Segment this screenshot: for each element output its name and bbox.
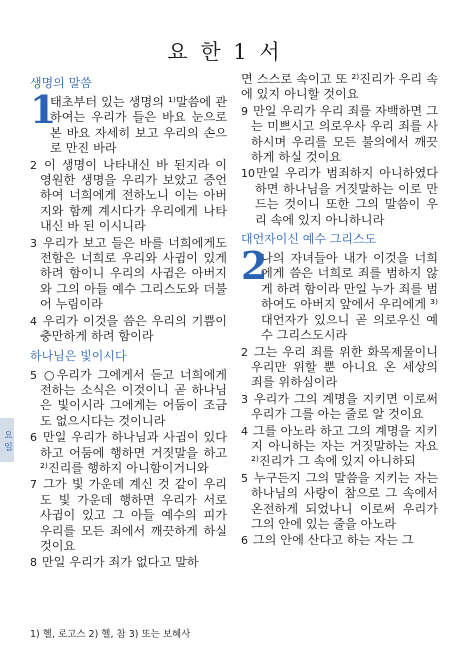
chapter-1-verse-7 (30, 477, 227, 554)
chapter-1-verse-2 (30, 158, 227, 235)
verse-text: 만일 우리가 범죄하지 아니하였다 하면 하나님을 거짓말하는 이로 만드는 것이니 또한 그의 말씀이 우리 속에 있지 아니하니라 (255, 166, 438, 227)
section-heading-advocate: 대언자이신 예수 그리스도 (241, 232, 377, 247)
chapter-2-verse-3 (241, 392, 438, 423)
book-side-tab: 요 일 (0, 418, 14, 462)
chapter-2-verse-1 (241, 243, 438, 343)
chapter-1-verse-5 (30, 368, 227, 430)
verse-number: 2 (30, 158, 37, 172)
chapter-2-verse-2 (241, 345, 438, 391)
verse-number: 7 (30, 478, 37, 492)
section-heading-word-of-life: 생명의 말씀 (30, 76, 92, 90)
chapter-1-verse-4 (30, 314, 227, 345)
chapter-1-verse-6 (30, 430, 227, 476)
chapter-number-2: 2 (241, 243, 268, 289)
verse-number: 5 (30, 368, 37, 382)
verse-text: 우리가 이것을 씀은 우리의 기쁨이 충만하게 하려 함이라 (40, 313, 228, 344)
verse-number: 3 (30, 236, 37, 250)
chapter-number-1: 1 (30, 87, 57, 132)
verse-number: 4 (241, 424, 248, 438)
verse-number: 2 (241, 345, 248, 359)
verse-text: 태초부터 있는 생명의 ¹⁾말씀에 관하여는 우리가 들은 바요 눈으로 본 바요 자세히 보고 우리의 손으로 만진 바라 (50, 95, 227, 156)
verse-text: 우리가 보고 들은 바를 너희에게도 전함은 너희로 우리와 사귐이 있게 하려 함이니 우리의 사귐은 아버지와 그의 아들 예수 그리스도와 더불어 누림이라 (40, 235, 228, 312)
chapter-2-verse-6 (241, 533, 438, 548)
verse-text: 그가 빛 가운데 계신 것 같이 우리도 빛 가운데 행하면 우리가 서로 사귐이 있고 그 아들 예수의 피가 우리를 모든 죄에서 깨끗하게 하실 것이요 (40, 477, 228, 553)
chapter-1-verse-3 (30, 236, 227, 313)
verse-number: 6 (241, 534, 248, 548)
chapter-2-verse-4 (241, 424, 438, 470)
verse-number: 3 (241, 392, 248, 406)
verse-text: 그를 아노라 하고 그의 계명을 지키지 아니하는 자는 거짓말하는 자요 ²⁾진리가 그 속에 있지 아니하되 (251, 423, 438, 469)
verse-number: 4 (30, 314, 37, 328)
chapter-1-verse-1 (30, 87, 227, 157)
chapter-1-verse-8 (30, 555, 227, 570)
verse-text: 그의 안에 산다고 하는 자는 그 (252, 533, 414, 548)
verse-text: 이 생명이 나타내신 바 된지라 이 영원한 생명을 우리가 보았고 증언하여 너희에게 전하노니 이는 아버지와 함께 계시다가 우리에게 나타내신 바 된 이시니라 (40, 157, 228, 234)
verse-text: 나의 자녀들아 내가 이것을 너희에게 씀은 너희로 죄를 범하지 않게 하려 함이라 만일 누가 죄를 범하여도 아버지 앞에서 우리에게 ³⁾대언자가 있으니 곧 의로우신 예수 그리스도시라 (261, 251, 438, 343)
verse-text: 누구든지 그의 말씀을 지키는 자는 하나님의 사랑이 참으로 그 속에서 온전하게 되었나니 이로써 우리가 그의 안에 있는 줄을 아노라 (251, 470, 439, 531)
verse-text: 우리가 그의 계명을 지키면 이로써 우리가 그를 아는 줄로 알 것이요 (251, 391, 439, 422)
chapter-1-verse-8-continued: 면 스스로 속이고 또 ²⁾진리가 우리 속에 있지 아니할 것이요 (241, 72, 438, 102)
chapter-1-verse-10 (241, 166, 438, 228)
verse-text: 만일 우리가 우리 죄를 자백하면 그는 미쁘시고 의로우사 우리 죄를 사하시며 우리를 모든 불의에서 깨끗하게 하실 것이요 (251, 103, 438, 165)
verse-text: 그는 우리 죄를 위한 화목제물이니 우리만 위할 뿐 아니요 온 세상의 죄를 위하심이라 (251, 344, 439, 390)
verse-number: 5 (241, 471, 248, 485)
chapter-2-verse-5 (241, 471, 438, 533)
right-column (241, 72, 438, 550)
verse-text: 만일 우리가 죄가 없다고 말하 (41, 555, 199, 570)
verse-number: 10 (241, 167, 255, 181)
verse-text: 만일 우리가 하나님과 사귐이 있다 하고 어둠에 행하면 거짓말을 하고 ²⁾진리를 행하지 아니함이거니와 (40, 430, 228, 475)
verse-number: 9 (241, 104, 248, 118)
verse-number: 6 (30, 431, 37, 445)
verse-number: 8 (30, 556, 37, 570)
book-title: 요 한 1 서 (167, 40, 283, 64)
section-heading-god-is-light: 하나님은 빛이시다 (30, 348, 127, 363)
footnotes: 1) 헬, 로고스 2) 헬, 참 3) 또는 보혜사 (30, 629, 191, 640)
verse-text: ○우리가 그에게서 듣고 너희에게 전하는 소식은 이것이니 곧 하나님은 빛이시라 그에게는 어둠이 조금도 없으시다는 것이니라 (40, 367, 228, 428)
left-column (30, 72, 227, 572)
chapter-1-verse-9 (241, 104, 438, 166)
